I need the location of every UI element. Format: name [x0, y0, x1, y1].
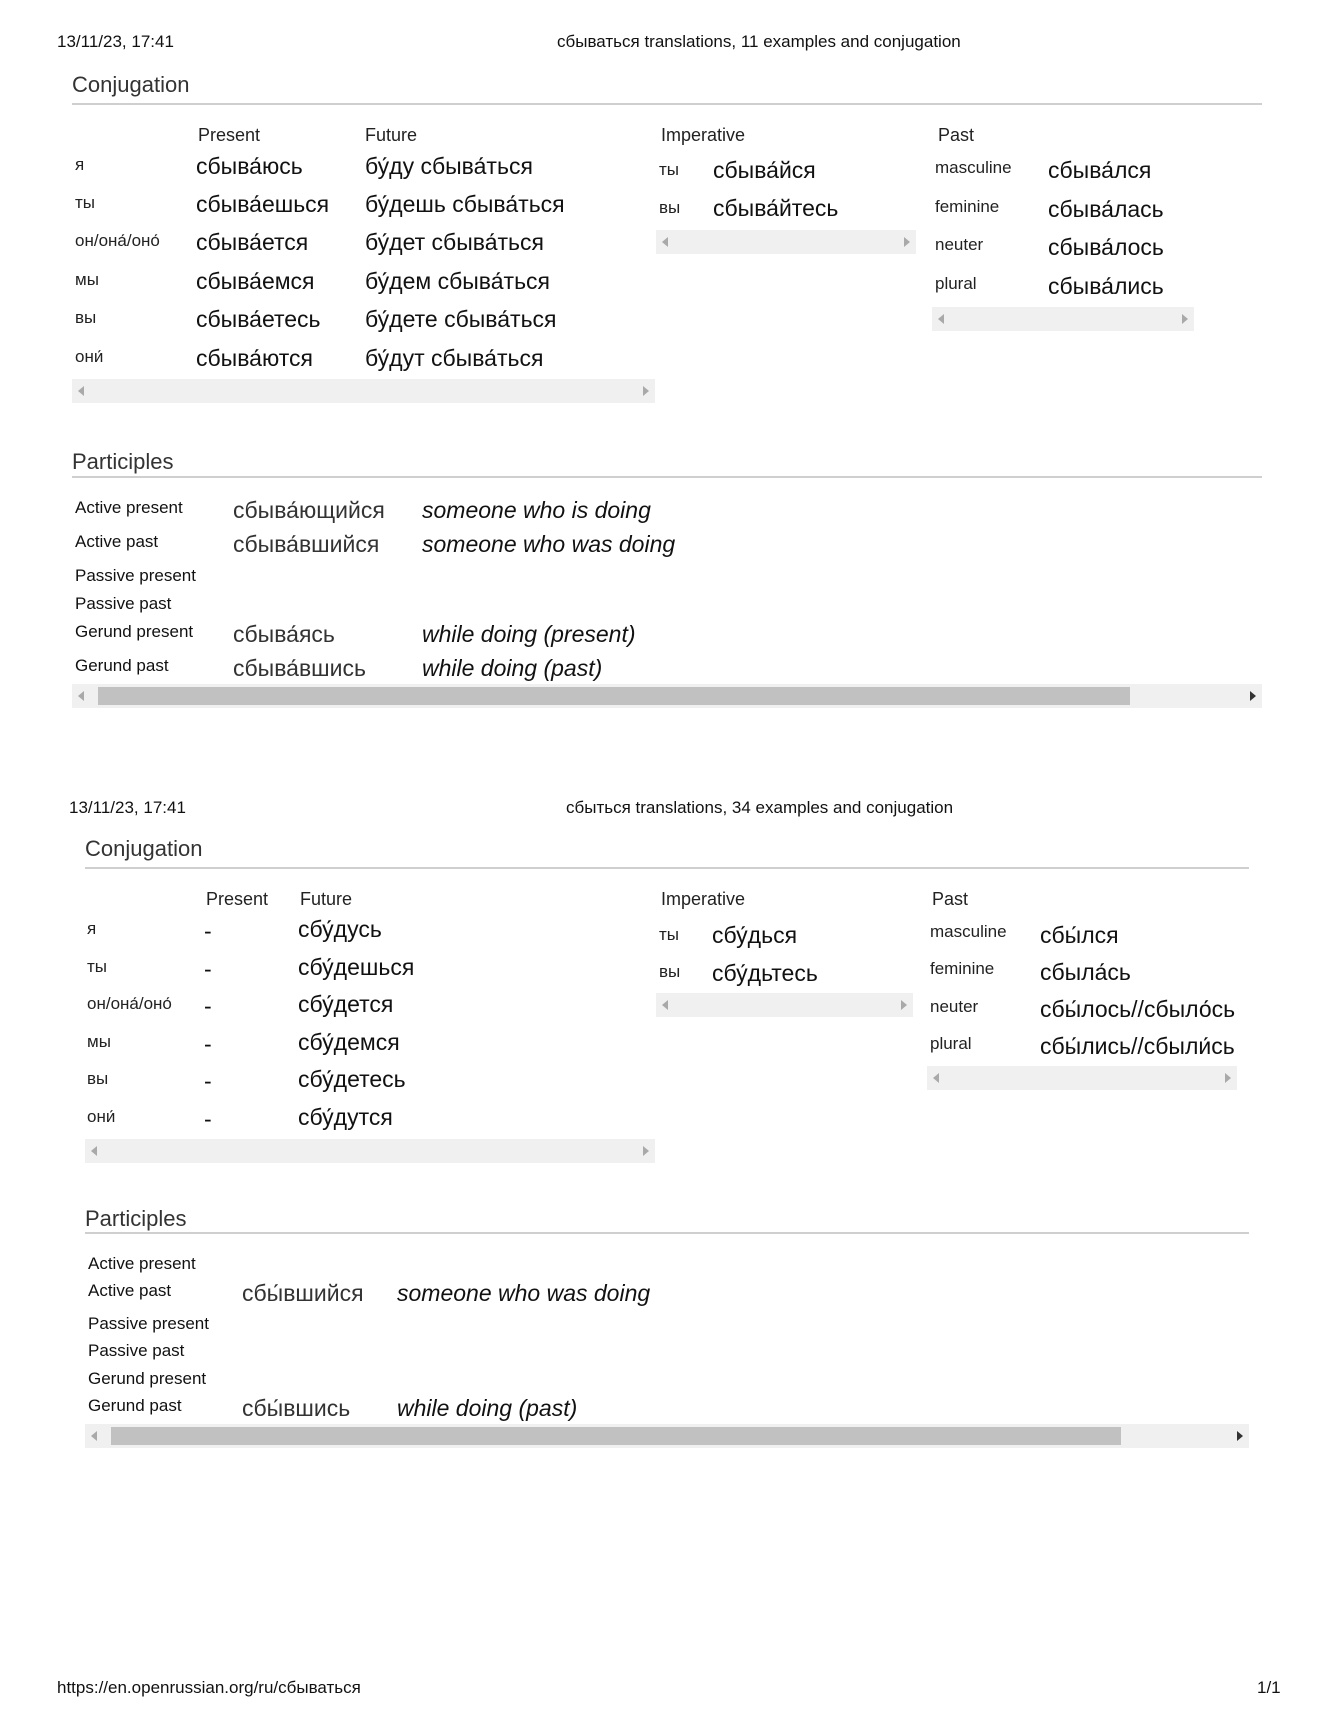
past-column-header: Past [932, 889, 969, 909]
future-form: сбу́дусь [298, 916, 382, 942]
present-form: сбыва́етесь [196, 306, 321, 332]
imperative-table-scrollbar[interactable] [656, 230, 916, 254]
pronoun-label: я [75, 155, 85, 174]
print-page-number: 1/1 [1257, 1678, 1281, 1697]
participle-label: Active past [75, 532, 159, 551]
past-table-scrollbar[interactable] [932, 307, 1194, 331]
participles-table-scrollbar[interactable] [85, 1424, 1249, 1448]
future-form: бу́дем сбыва́ться [365, 268, 551, 294]
pronoun-label: мы [75, 270, 99, 289]
future-form: сбу́детесь [298, 1066, 406, 1092]
scroll-right-arrow-icon[interactable] [1237, 1431, 1243, 1441]
participle-form: сбыва́вшись [233, 655, 366, 681]
participle-meaning: someone who was doing [422, 531, 676, 557]
participle-meaning: while doing (past) [397, 1395, 578, 1421]
participle-form: сбыва́ющийся [233, 497, 385, 523]
print-datetime: 13/11/23, 17:41 [69, 798, 186, 817]
past-form: сбы́лся [1040, 922, 1119, 948]
past-gender-label: neuter [935, 235, 984, 254]
participle-label: Active present [88, 1254, 196, 1273]
past-gender-label: masculine [935, 158, 1012, 177]
participle-label: Gerund past [88, 1396, 182, 1415]
participle-meaning: someone who was doing [397, 1280, 651, 1306]
participle-meaning: while doing (past) [422, 655, 603, 681]
pronoun-label: ты [75, 193, 96, 212]
future-form: бу́дете сбыва́ться [365, 306, 557, 332]
pronoun-label: вы [87, 1069, 109, 1088]
scroll-right-arrow-icon[interactable] [1182, 314, 1188, 324]
scroll-left-arrow-icon[interactable] [78, 386, 84, 396]
imperative-pronoun: вы [659, 198, 681, 217]
future-form: сбу́дешься [298, 954, 415, 980]
participle-label: Gerund present [75, 622, 194, 641]
past-gender-label: feminine [930, 959, 995, 978]
section-divider [85, 867, 1249, 869]
participle-label: Passive present [88, 1314, 209, 1333]
present-form: - [204, 956, 212, 982]
past-form: сбыва́лись [1048, 273, 1164, 299]
present-column-header: Present [206, 889, 269, 909]
present-form: сбыва́ется [196, 229, 309, 255]
future-form: бу́ду сбыва́ться [365, 153, 533, 179]
section-divider [72, 476, 1262, 478]
past-form: сбыва́лась [1048, 196, 1164, 222]
imperative-pronoun: вы [659, 962, 681, 981]
participle-form: сбыва́вшийся [233, 531, 380, 557]
scroll-right-arrow-icon[interactable] [1250, 691, 1256, 701]
pronoun-label: мы [87, 1032, 111, 1051]
present-form: сбыва́ешься [196, 191, 330, 217]
scroll-right-arrow-icon[interactable] [901, 1000, 907, 1010]
present-form: сбыва́емся [196, 268, 315, 294]
imperative-pronoun: ты [659, 925, 680, 944]
future-form: сбу́демся [298, 1029, 400, 1055]
past-form: сбыва́лся [1048, 157, 1152, 183]
imperative-form: сбыва́йся [713, 157, 816, 183]
scrollbar-thumb[interactable] [98, 687, 1130, 705]
scroll-left-arrow-icon[interactable] [933, 1073, 939, 1083]
participle-form: сбыва́ясь [233, 621, 335, 647]
imperative-column-header: Imperative [661, 889, 746, 909]
imperative-form: сбыва́йтесь [713, 195, 839, 221]
imperative-table-scrollbar[interactable] [656, 993, 913, 1017]
participles-table-scrollbar[interactable] [72, 684, 1262, 708]
pronoun-label: он/она́/оно́ [87, 994, 172, 1013]
print-title: сбыться translations, 34 examples and conjugation [566, 798, 954, 817]
print-title: сбываться translations, 11 examples and conjugation [557, 32, 961, 51]
participle-label: Active present [75, 498, 183, 517]
scroll-right-arrow-icon[interactable] [643, 1146, 649, 1156]
conjugation-table-scrollbar[interactable] [85, 1139, 655, 1163]
scroll-right-arrow-icon[interactable] [1225, 1073, 1231, 1083]
participle-form: сбы́вшись [242, 1395, 351, 1421]
participle-label: Active past [88, 1281, 172, 1300]
past-gender-label: neuter [930, 997, 979, 1016]
present-form: - [204, 993, 212, 1019]
participle-meaning: while doing (present) [422, 621, 636, 647]
pronoun-label: вы [75, 308, 97, 327]
pronoun-label: они́ [75, 347, 104, 366]
past-form: сбыва́лось [1048, 234, 1164, 260]
imperative-form: сбу́дьтесь [712, 960, 818, 986]
present-form: - [204, 1031, 212, 1057]
scrollbar-thumb[interactable] [111, 1427, 1121, 1445]
past-form: сбыла́сь [1040, 959, 1131, 985]
past-form: сбы́лись//сбыли́сь [1040, 1033, 1235, 1059]
past-column-header: Past [938, 125, 975, 145]
past-table-scrollbar[interactable] [927, 1066, 1237, 1090]
scroll-right-arrow-icon[interactable] [904, 237, 910, 247]
imperative-column-header: Imperative [661, 125, 746, 145]
present-column-header: Present [198, 125, 261, 145]
future-form: бу́дешь сбыва́ться [365, 191, 565, 217]
participle-form: сбы́вшийся [242, 1280, 364, 1306]
scroll-left-arrow-icon[interactable] [78, 691, 84, 701]
past-form: сбы́лось//сбыло́сь [1040, 996, 1236, 1022]
participles-heading: Participles [72, 449, 174, 474]
past-gender-label: masculine [930, 922, 1007, 941]
scroll-left-arrow-icon[interactable] [938, 314, 944, 324]
future-form: сбу́дется [298, 991, 394, 1017]
section-divider [85, 1232, 1249, 1234]
participle-label: Gerund present [88, 1369, 207, 1388]
scroll-right-arrow-icon[interactable] [643, 386, 649, 396]
present-form: - [204, 1106, 212, 1132]
participle-label: Passive past [75, 594, 172, 613]
conjugation-heading: Conjugation [85, 836, 203, 861]
participle-meaning: someone who is doing [422, 497, 651, 523]
pronoun-label: ты [87, 957, 108, 976]
participle-label: Passive present [75, 566, 196, 585]
pronoun-label: они́ [87, 1107, 116, 1126]
present-form: - [204, 1068, 212, 1094]
scroll-left-arrow-icon[interactable] [662, 1000, 668, 1010]
future-form: сбу́дутся [298, 1104, 393, 1130]
participles-heading: Participles [85, 1206, 187, 1231]
section-divider [72, 103, 1262, 105]
past-gender-label: plural [930, 1034, 972, 1053]
participle-label: Gerund past [75, 656, 169, 675]
present-form: сбыва́ются [196, 345, 313, 371]
scroll-left-arrow-icon[interactable] [662, 237, 668, 247]
pronoun-label: он/она́/оно́ [75, 231, 160, 250]
conjugation-heading: Conjugation [72, 72, 190, 97]
future-form: бу́дет сбыва́ться [365, 229, 544, 255]
future-form: бу́дут сбыва́ться [365, 345, 544, 371]
scroll-left-arrow-icon[interactable] [91, 1431, 97, 1441]
pronoun-label: я [87, 919, 97, 938]
past-gender-label: feminine [935, 197, 1000, 216]
imperative-pronoun: ты [659, 160, 680, 179]
print-datetime: 13/11/23, 17:41 [57, 32, 174, 51]
future-column-header: Future [300, 889, 353, 909]
imperative-form: сбу́дься [712, 922, 798, 948]
conjugation-table-scrollbar[interactable] [72, 379, 655, 403]
participle-label: Passive past [88, 1341, 185, 1360]
print-footer-url: https://en.openrussian.org/ru/сбываться [57, 1678, 361, 1697]
scroll-left-arrow-icon[interactable] [91, 1146, 97, 1156]
present-form: сбыва́юсь [196, 153, 303, 179]
present-form: - [204, 918, 212, 944]
past-gender-label: plural [935, 274, 977, 293]
future-column-header: Future [365, 125, 418, 145]
